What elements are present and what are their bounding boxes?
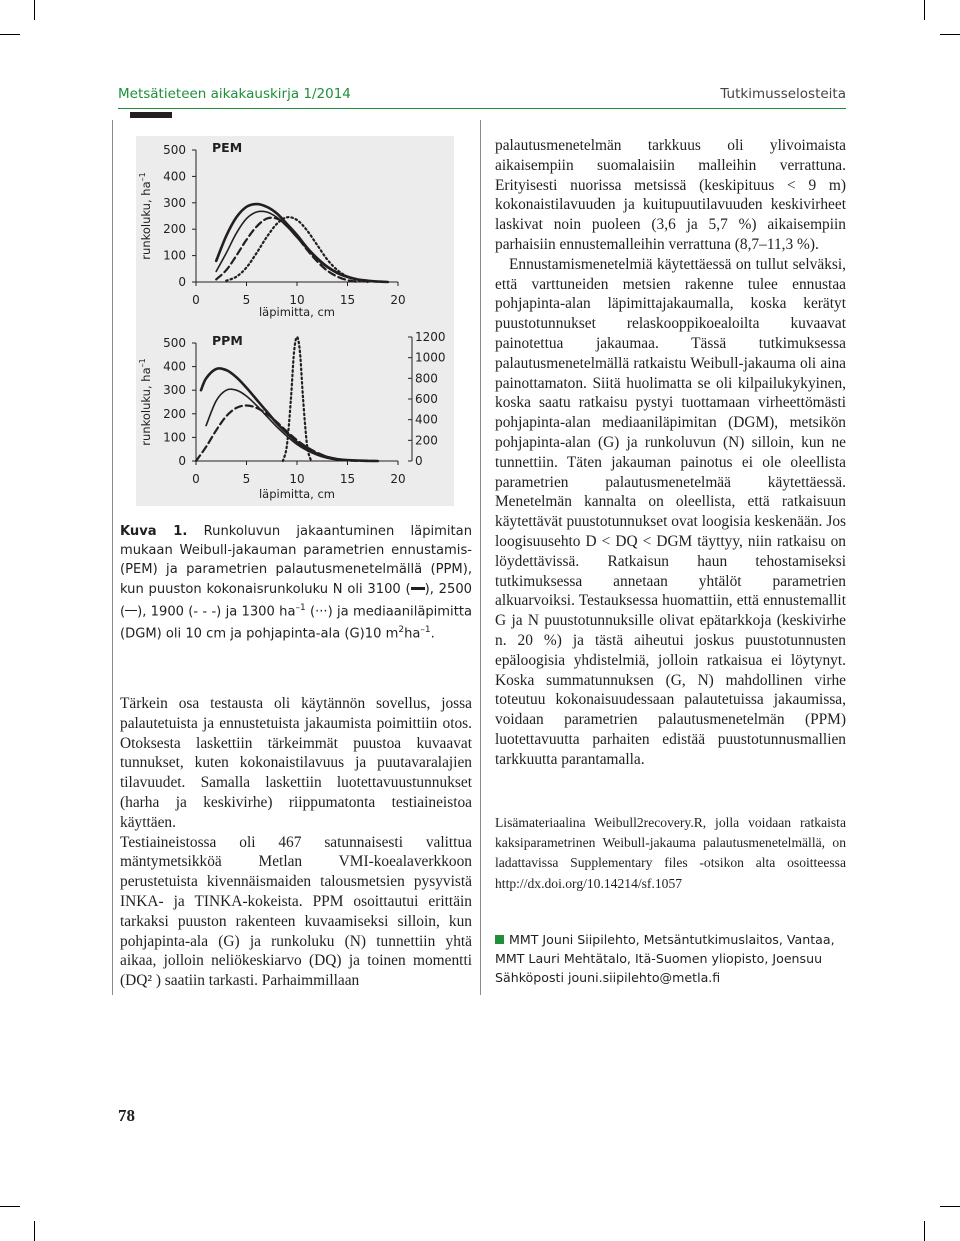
author-info <box>495 930 846 987</box>
supplementary-note: Lisämateriaalina Weibull2recovery.R, jolla voidaan ratkaista kaksiparametrinen Weibull-jakauma palautusmenetelmällä, on ladattavissa Supplementary files -otsikon alta osoitteessa http://dx.doi.org/10.14214/sf.1057 <box>495 815 846 891</box>
y2-tick-label: 800 <box>415 371 438 386</box>
series-line-solid <box>206 389 358 461</box>
caption-text-1: Runkoluvun jakaantuminen läpimitan mukaan Weibull-jakauman parametrien ennustamis- (PEM) ja parametrien palautusmenetelmällä (PPM), kun puuston kokonaisrunkoluku N oli 3100 ( <box>120 524 472 597</box>
x-tick-label: 0 <box>192 472 200 486</box>
y-tick-label: 100 <box>163 248 186 263</box>
y-tick-label: 200 <box>163 222 186 237</box>
y-tick-label: 500 <box>163 336 186 350</box>
caption-text-2: ), 2500 ( <box>120 581 472 620</box>
crop-mark <box>34 1221 35 1241</box>
body-paragraph: Testiaineistossa oli 467 satunnaisesti valittua mäntymetsikköä Metlan VMI-koealaverkkoon perustetuista kivennäismaiden talousmetsien pysyvistä INKA- ja TINKA-kokeista. PPM osoittautui erittäin tarkaksi puuston rakenteen kuvaamiseksi silloin, kun pohjapinta-ala (G) ja runkoluku (N) tunnettiin yhtä aikaa, jolloin neliökeskiarvo (DQ) ja toinen momentti (DQ² ) saatiin tarkasti. Parhaimmillaan <box>120 833 472 990</box>
y2-tick-label: 1200 <box>415 330 446 344</box>
x-axis-label: läpimitta, cm <box>258 305 336 319</box>
author-line-2: MMT Lauri Mehtätalo, Itä-Suomen yliopisto, Joensuu <box>495 951 823 966</box>
crop-mark <box>940 34 960 35</box>
legend-thick-line <box>411 587 425 590</box>
crop-mark <box>924 1221 925 1241</box>
x-tick-label: 15 <box>339 472 356 486</box>
y-axis-label: runkoluku, $ha^{-1}$ <box>138 358 153 446</box>
y-tick-label: 300 <box>163 383 186 398</box>
page-number: 78 <box>118 1106 135 1125</box>
right-column-rule <box>480 120 481 995</box>
x-tick-label: 0 <box>192 293 200 307</box>
section-title: Tutkimusselosteita <box>720 86 846 102</box>
body-paragraph: Ennustamismenetelmiä käytettäessä on tullut selväksi, että varttuneiden metsien rakenne tulee ennustaa pohjapinta-alan läpimittajakaumalla, koska kerätyt puustotunnukset relaskooppikoealoilta kuvaavat painotettua jakaumaa. Tässä tutkimuksessa palautusmenetelmällä ratkaistu Weibull-jakauma oli aina painottamaton. Siitä huolimatta se oli kilpailukykyinen, koska saatu ratkaisu pystyi tuottamaan virheettömästi pohjapinta-alan mediaaniläpimitan (DGM), metsikön pohjapinta-alan (G) ja runkoluvun (N) silloin, kun ne tunnettiin. Täten jakauman painotus ei ole oleellista parametrien palautusmenetelmää käytettäessä. Menetelmän kannalta on oleellista, että ratkaisuun käytettävät puustotunnukset ovat loogisia keskenään. Jos loogisuusehto D < DQ < DGM täyttyy, niin ratkaisu on löydettävissä. Ratkaisun haun tehostamiseksi tutkimuksessa annetaan yhtälöt parametrien alkuarvoiksi. Testauksessa huomattiin, että ennustemallit G ja N puustotunnuksille olivat epätarkkoja (keskivirhe n. 20 %) ja tästä aiheutui joskus puustotunnusten epäloogisia yhdistelmiä, jolloin ratkaisua ei löytynyt. Koska summatunnuksen (G, N) mahdollinen virhe toteutuu kokonaisuudessaan palautetuissa jakaumissa, voidaan parametrien palautusmenetelmän (PPM) luotettavuutta parhaiten edistää puustotunnusmallien tarkkuutta parantamalla. <box>495 255 846 768</box>
panel-title: PEM <box>212 140 243 155</box>
y2-tick-label: 200 <box>415 433 438 448</box>
header-rule <box>118 108 846 109</box>
author-email: Sähköposti jouni.siipilehto@metla.fi <box>495 970 721 985</box>
y-axis-label: runkoluku, $ha^{-1}$ <box>138 172 153 260</box>
left-column-rule <box>112 120 113 995</box>
left-column <box>120 694 472 991</box>
series-line-dashed <box>196 406 368 462</box>
figure-tab <box>130 112 172 118</box>
caption-text-6: . <box>430 626 435 642</box>
x-tick-label: 10 <box>289 472 305 486</box>
x-axis-label: läpimitta, cm <box>258 487 336 501</box>
body-paragraph: palautusmenetelmän tarkkuus oli ylivoimaista aikaisempiin suomalaisiin malleihin verrattuna. Erityisesti nuorissa metsissä (keskipituus < 9 m) kokonaistilavuuden ja kuitupuutilavuuden keskivirheet laskivat noin puoleen (3,6 ja 5,7 %) aikaisempiin parhaisiin ennustemalleihin verrattuna (8,7–11,3 %). <box>495 137 846 253</box>
y-tick-label: 400 <box>163 359 186 374</box>
x-tick-label: 10 <box>289 293 305 307</box>
journal-title: Metsätieteen aikakauskirja 1/2014 <box>118 86 351 102</box>
caption-text-5: ha <box>404 626 421 642</box>
y2-tick-label: 600 <box>415 392 438 406</box>
figure-caption <box>120 522 472 644</box>
caption-text-3: ), 1900 (- - -) ja 1300 ha <box>137 604 296 620</box>
y2-tick-label: 1000 <box>415 350 446 365</box>
panel-title: PPM <box>212 333 243 348</box>
caption-sup-1: –1 <box>295 602 306 613</box>
green-square-icon <box>495 935 504 944</box>
author-1: MMT Jouni Siipilehto, Metsäntutkimuslaitos, Vantaa, <box>509 932 835 947</box>
caption-sup-2: 2 <box>398 625 405 636</box>
x-tick-label: 5 <box>242 472 251 486</box>
caption-sup-3: –1 <box>420 625 431 636</box>
series-line-solid <box>216 211 378 282</box>
body-paragraph: Tärkein osa testausta oli käytännön sovellus, jossa palautetuista ja ennustetuista jakaumista poimittiin otos. Otoksesta laskettiin tärkeimmät puustoa kuvaavat tunnukset, kuten kokonaistilavuus ja puutavaralajien tilavuudet. Samalla laskettiin luotettavuustunnukset (harha ja keskivirhe) riippumatonta testiaineistoa käyttäen. <box>120 695 472 831</box>
crop-mark <box>940 1206 960 1207</box>
y-tick-label: 200 <box>163 406 186 421</box>
caption-label: Kuva 1. <box>120 524 188 539</box>
crop-mark <box>34 0 35 20</box>
x-tick-label: 15 <box>339 293 356 307</box>
x-tick-label: 5 <box>242 293 251 307</box>
y-tick-label: 0 <box>178 454 186 468</box>
caption-text-4: (···) ja mediaaniläpimitta (DGM) oli 10 cm ja pohjapinta-ala (G)10 m <box>120 604 472 642</box>
series-line-dotted <box>226 217 367 282</box>
x-tick-label: 20 <box>390 472 406 486</box>
right-column <box>495 136 846 770</box>
author-line-1 <box>495 930 846 949</box>
y2-tick-label: 400 <box>415 412 438 427</box>
y-tick-label: 0 <box>178 275 186 289</box>
figure-box <box>136 136 454 506</box>
crop-mark <box>924 0 925 20</box>
y-tick-label: 400 <box>163 169 186 184</box>
y2-tick-label: 0 <box>415 454 423 468</box>
figure-chart <box>136 136 454 506</box>
x-tick-label: 20 <box>390 293 406 307</box>
y-tick-label: 100 <box>163 430 186 445</box>
y-tick-label: 500 <box>163 143 186 157</box>
legend-thin-line <box>125 610 137 612</box>
crop-mark <box>0 34 20 35</box>
y-tick-label: 300 <box>163 195 186 210</box>
crop-mark <box>0 1206 20 1207</box>
